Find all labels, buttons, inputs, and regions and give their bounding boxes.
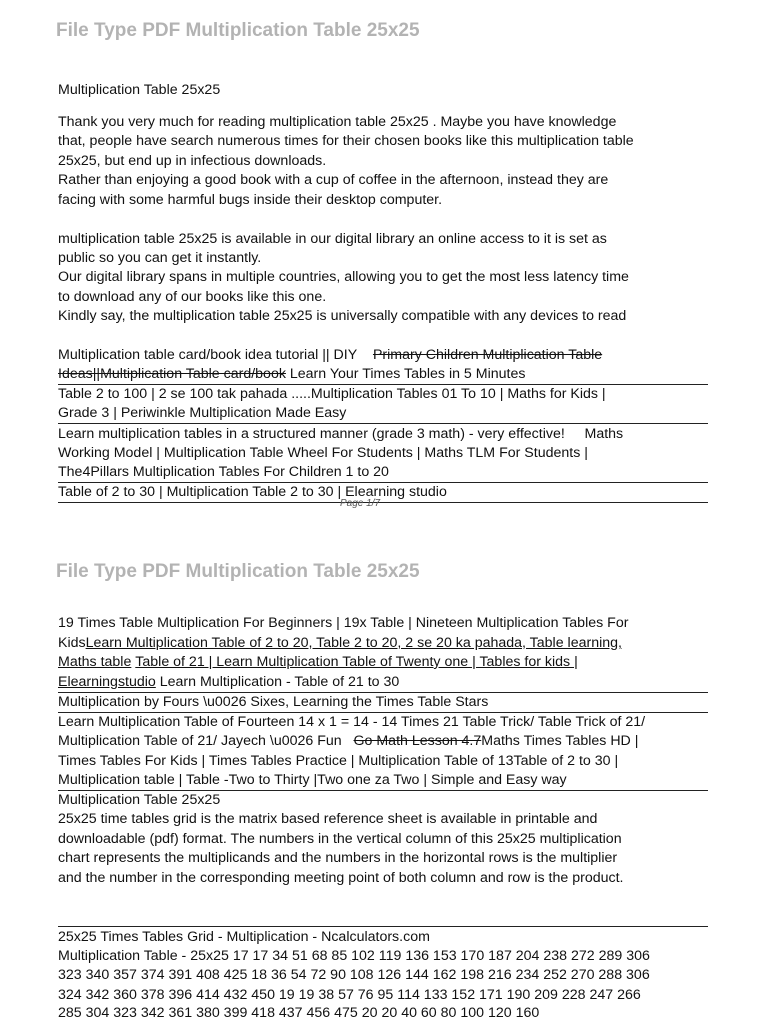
link-table-2-to-20[interactable]: Learn Multiplication Table of 2 to 20, Table 2 to 20, 2 se 20 ka pahada, Table learning, <box>85 635 622 651</box>
link-line <box>58 346 708 366</box>
link-line[interactable]: Working Model | Multiplication Table Wheel For Students | Maths TLM For Students | <box>58 445 588 461</box>
description-line: 25x25 time tables grid is the matrix based reference sheet is available in printable and <box>58 811 598 827</box>
link-elearningstudio[interactable]: Elearningstudio <box>58 674 156 690</box>
link-maths-table[interactable]: Maths table <box>58 654 132 670</box>
body-line: multiplication table 25x25 is available in our digital library an online access to it is set as <box>58 231 607 247</box>
link-table-21-to-30[interactable]: Learn Multiplication - Table of 21 to 30 <box>159 674 400 690</box>
link-line[interactable]: Learn Multiplication Table of Fourteen 14 x 1 = 14 - 14 Times 21 Table Trick/ Table Trick of 21/ <box>58 714 646 730</box>
link-table-2-to-30[interactable]: Table of 2 to 30 | Multiplication Table 2 to 30 | Elearning studio <box>58 484 447 500</box>
intro-line: 25x25, but end up in infectious downloads. <box>58 153 327 169</box>
source-title[interactable]: 25x25 Times Tables Grid - Multiplication - Ncalculators.com <box>58 929 430 945</box>
page-number: Page 1/7 <box>340 498 381 509</box>
section-title: Multiplication Table 25x25 <box>58 792 221 808</box>
link-line[interactable]: 19 Times Table Multiplication For Beginners | 19x Table | Nineteen Multiplication Tables For <box>58 615 629 631</box>
link-line[interactable]: Table 2 to 100 | 2 se 100 tak pahada .....Multiplication Tables 01 To 10 | Maths for Kids | <box>58 386 606 402</box>
body-line: Our digital library spans in multiple countries, allowing you to get the most less latency time <box>58 269 629 285</box>
source-line: 323 340 357 374 391 408 425 18 36 54 72 90 108 126 144 162 198 216 234 252 270 288 306 <box>58 967 650 983</box>
description-line: chart represents the multiplicands and the numbers in the horizontal rows is the multiplier <box>58 850 618 866</box>
link-times-tables-5-minutes[interactable]: Learn Your Times Tables in 5 Minutes <box>289 366 526 382</box>
link-line[interactable]: Grade 3 | Periwinkle Multiplication Made Easy <box>58 405 347 421</box>
source-line: Multiplication Table - 25x25 17 17 34 51 68 85 102 119 136 153 170 187 204 238 272 289 306 <box>58 948 650 964</box>
link-primary-children-table[interactable]: Primary Children Multiplication Table <box>372 347 603 363</box>
divider <box>58 926 708 927</box>
body-line: public so you can get it instantly. <box>58 250 262 266</box>
link-line <box>58 732 708 752</box>
body-line: Kindly say, the multiplication table 25x25 is universally compatible with any devices to read <box>58 308 627 324</box>
divider <box>58 423 708 424</box>
intro-line: Rather than enjoying a good book with a cup of coffee in the afternoon, instead they are <box>58 172 609 188</box>
link-kids[interactable]: Kids <box>58 635 86 651</box>
link-table-of-21-jayech[interactable]: Multiplication Table of 21/ Jayech \u0026 Fun <box>58 733 342 749</box>
link-fours-and-sixes[interactable]: Multiplication by Fours \u0026 Sixes, Learning the Times Table Stars <box>58 694 489 710</box>
link-line[interactable]: Times Tables For Kids | Times Tables Practice | Multiplication Table of 13Table of 2 to 30 | <box>58 753 619 769</box>
page-header: File Type PDF Multiplication Table 25x25 <box>56 561 420 582</box>
link-structured-tables[interactable]: Learn multiplication tables in a structured manner (grade 3 math) - very effective! <box>58 426 565 442</box>
description-line: and the number in the corresponding meeting point of both column and row is the product. <box>58 870 624 886</box>
intro-line: that, people have search numerous times for their chosen books like this multiplication table <box>58 133 634 149</box>
intro-line: Thank you very much for reading multiplication table 25x25 . Maybe you have knowledge <box>58 114 617 130</box>
source-line: 285 304 323 342 361 380 399 418 437 456 475 20 20 40 60 80 100 120 160 <box>58 1005 540 1021</box>
link-diy-tutorial[interactable]: Multiplication table card/book idea tutorial || DIY <box>58 347 358 363</box>
link-line <box>58 365 708 385</box>
link-maths-times-tables-hd[interactable]: Maths Times Tables HD | <box>481 733 639 749</box>
link-line[interactable]: The4Pillars Multiplication Tables For Children 1 to 20 <box>58 464 389 480</box>
body-line: to download any of our books like this one. <box>58 289 327 305</box>
document-title: Multiplication Table 25x25 <box>58 82 221 98</box>
source-line: 324 342 360 378 396 414 432 450 19 19 38 57 76 95 114 133 152 171 190 209 228 247 266 <box>58 987 641 1003</box>
link-line <box>58 673 708 693</box>
page-header: File Type PDF Multiplication Table 25x25 <box>56 20 420 41</box>
link-card-book-ideas[interactable]: Ideas||Multiplication Table card/book <box>58 366 286 382</box>
link-line <box>58 425 708 445</box>
intro-line: facing with some harmful bugs inside their desktop computer. <box>58 192 443 208</box>
link-line[interactable]: Multiplication table | Table -Two to Thirty |Two one za Two | Simple and Easy way <box>58 772 567 788</box>
link-go-math-lesson[interactable]: Go Math Lesson 4.7 <box>353 733 482 749</box>
link-line <box>58 653 708 673</box>
link-maths-working-model[interactable]: Maths <box>584 426 624 442</box>
description-line: downloadable (pdf) format. The numbers in the vertical column of this 25x25 multiplication <box>58 831 622 847</box>
link-table-of-21[interactable]: Table of 21 | Learn Multiplication Table of Twenty one | Tables for kids | <box>135 654 578 670</box>
divider <box>58 502 708 503</box>
link-line <box>58 634 708 654</box>
